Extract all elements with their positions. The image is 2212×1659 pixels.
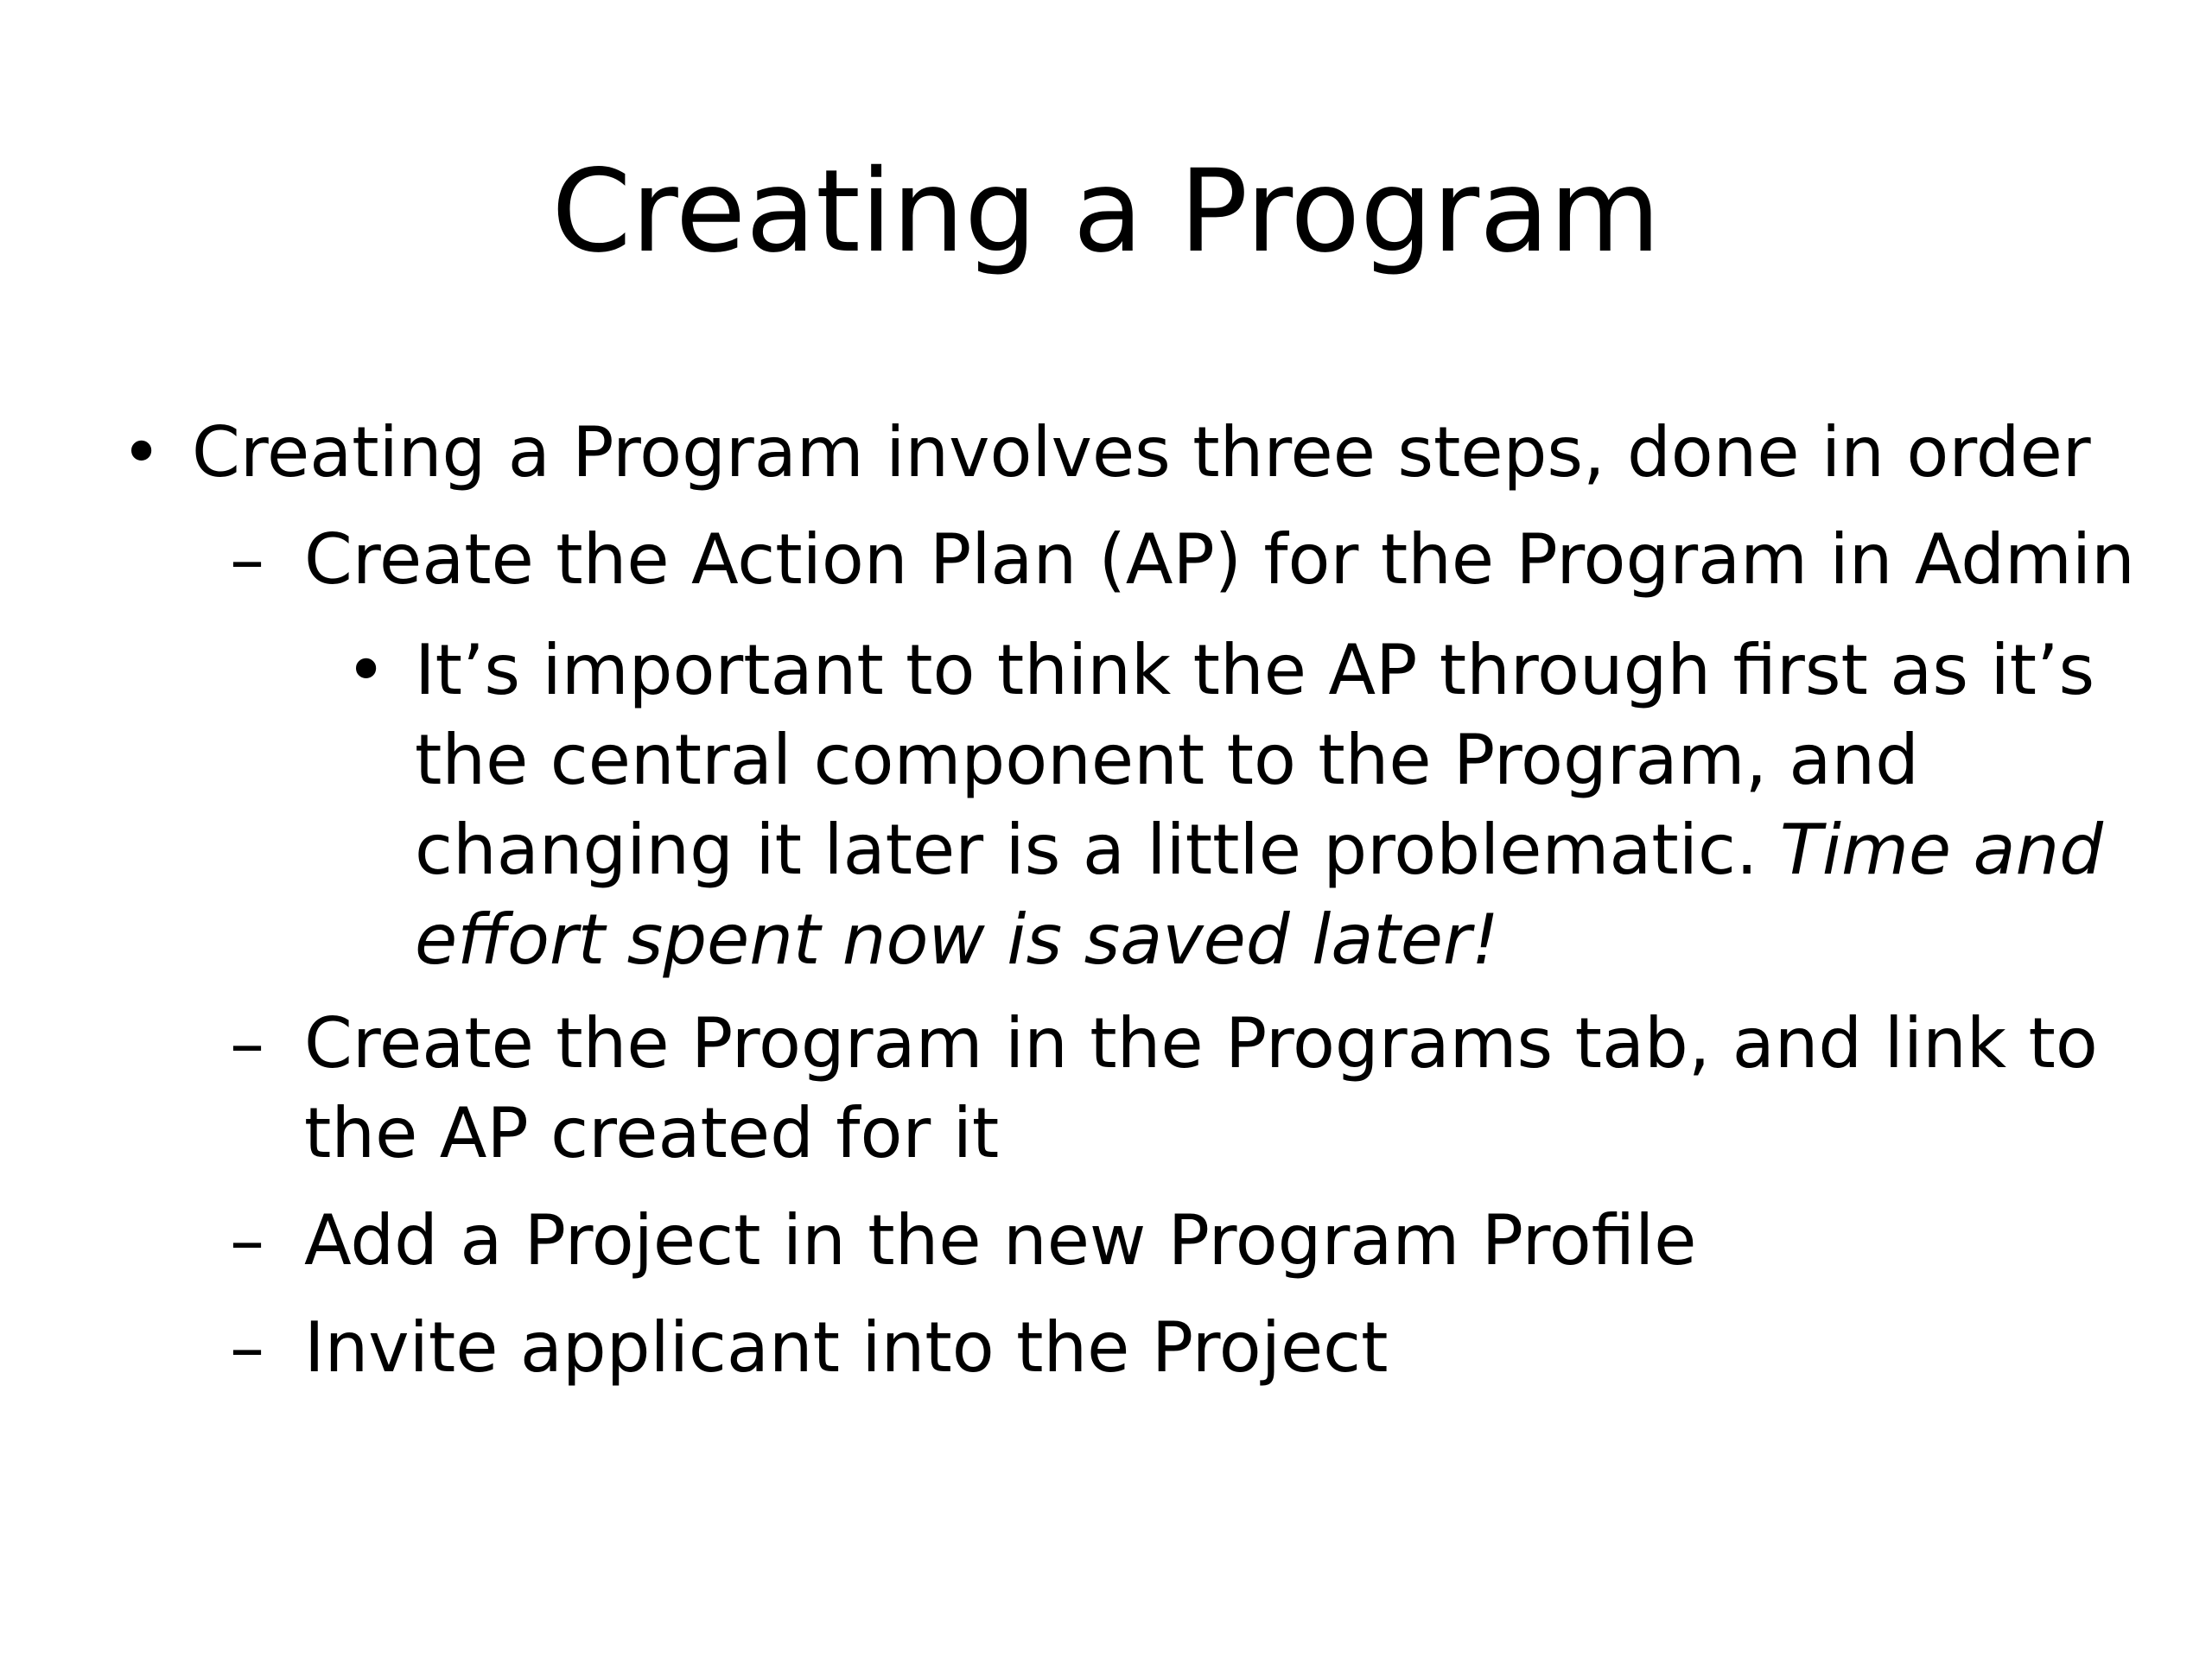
sub-bullet-marker: – (230, 519, 264, 600)
sub-bullet-marker: – (230, 1200, 264, 1281)
sub-bullet-text: Add a Project in the new Program Profile (304, 1200, 1697, 1281)
sub-bullet-text: Create the Action Plan (AP) for the Program in Admin (304, 519, 2135, 600)
sub-bullet-marker: – (230, 1307, 264, 1388)
bullet-text: Creating a Program involves three steps, done in order (192, 412, 2091, 493)
sub-sub-bullet-line (415, 805, 2103, 895)
sub-sub-bullet-line: the central component to the Program, and (415, 720, 1919, 800)
sub-bullet-text: Create the Program in the Programs tab, and link to (304, 1003, 2098, 1084)
sub-sub-bullet-line (415, 895, 1499, 985)
slide-title: Creating a Program (551, 145, 1661, 278)
plain-text: changing it later is a little problematic. (415, 810, 1780, 890)
bullet-marker: • (121, 412, 162, 493)
sub-bullet-text: the AP created for it (304, 1093, 1000, 1173)
italic-text: Time and (1779, 810, 2104, 890)
sub-bullet-marker: – (230, 1003, 264, 1084)
sub-sub-bullet-marker: • (346, 630, 387, 710)
sub-bullet-text: Invite applicant into the Project (304, 1307, 1389, 1388)
italic-text: effort spent now is saved later! (415, 899, 1499, 980)
sub-sub-bullet-line: It’s important to think the AP through first as it’s (415, 630, 2095, 710)
